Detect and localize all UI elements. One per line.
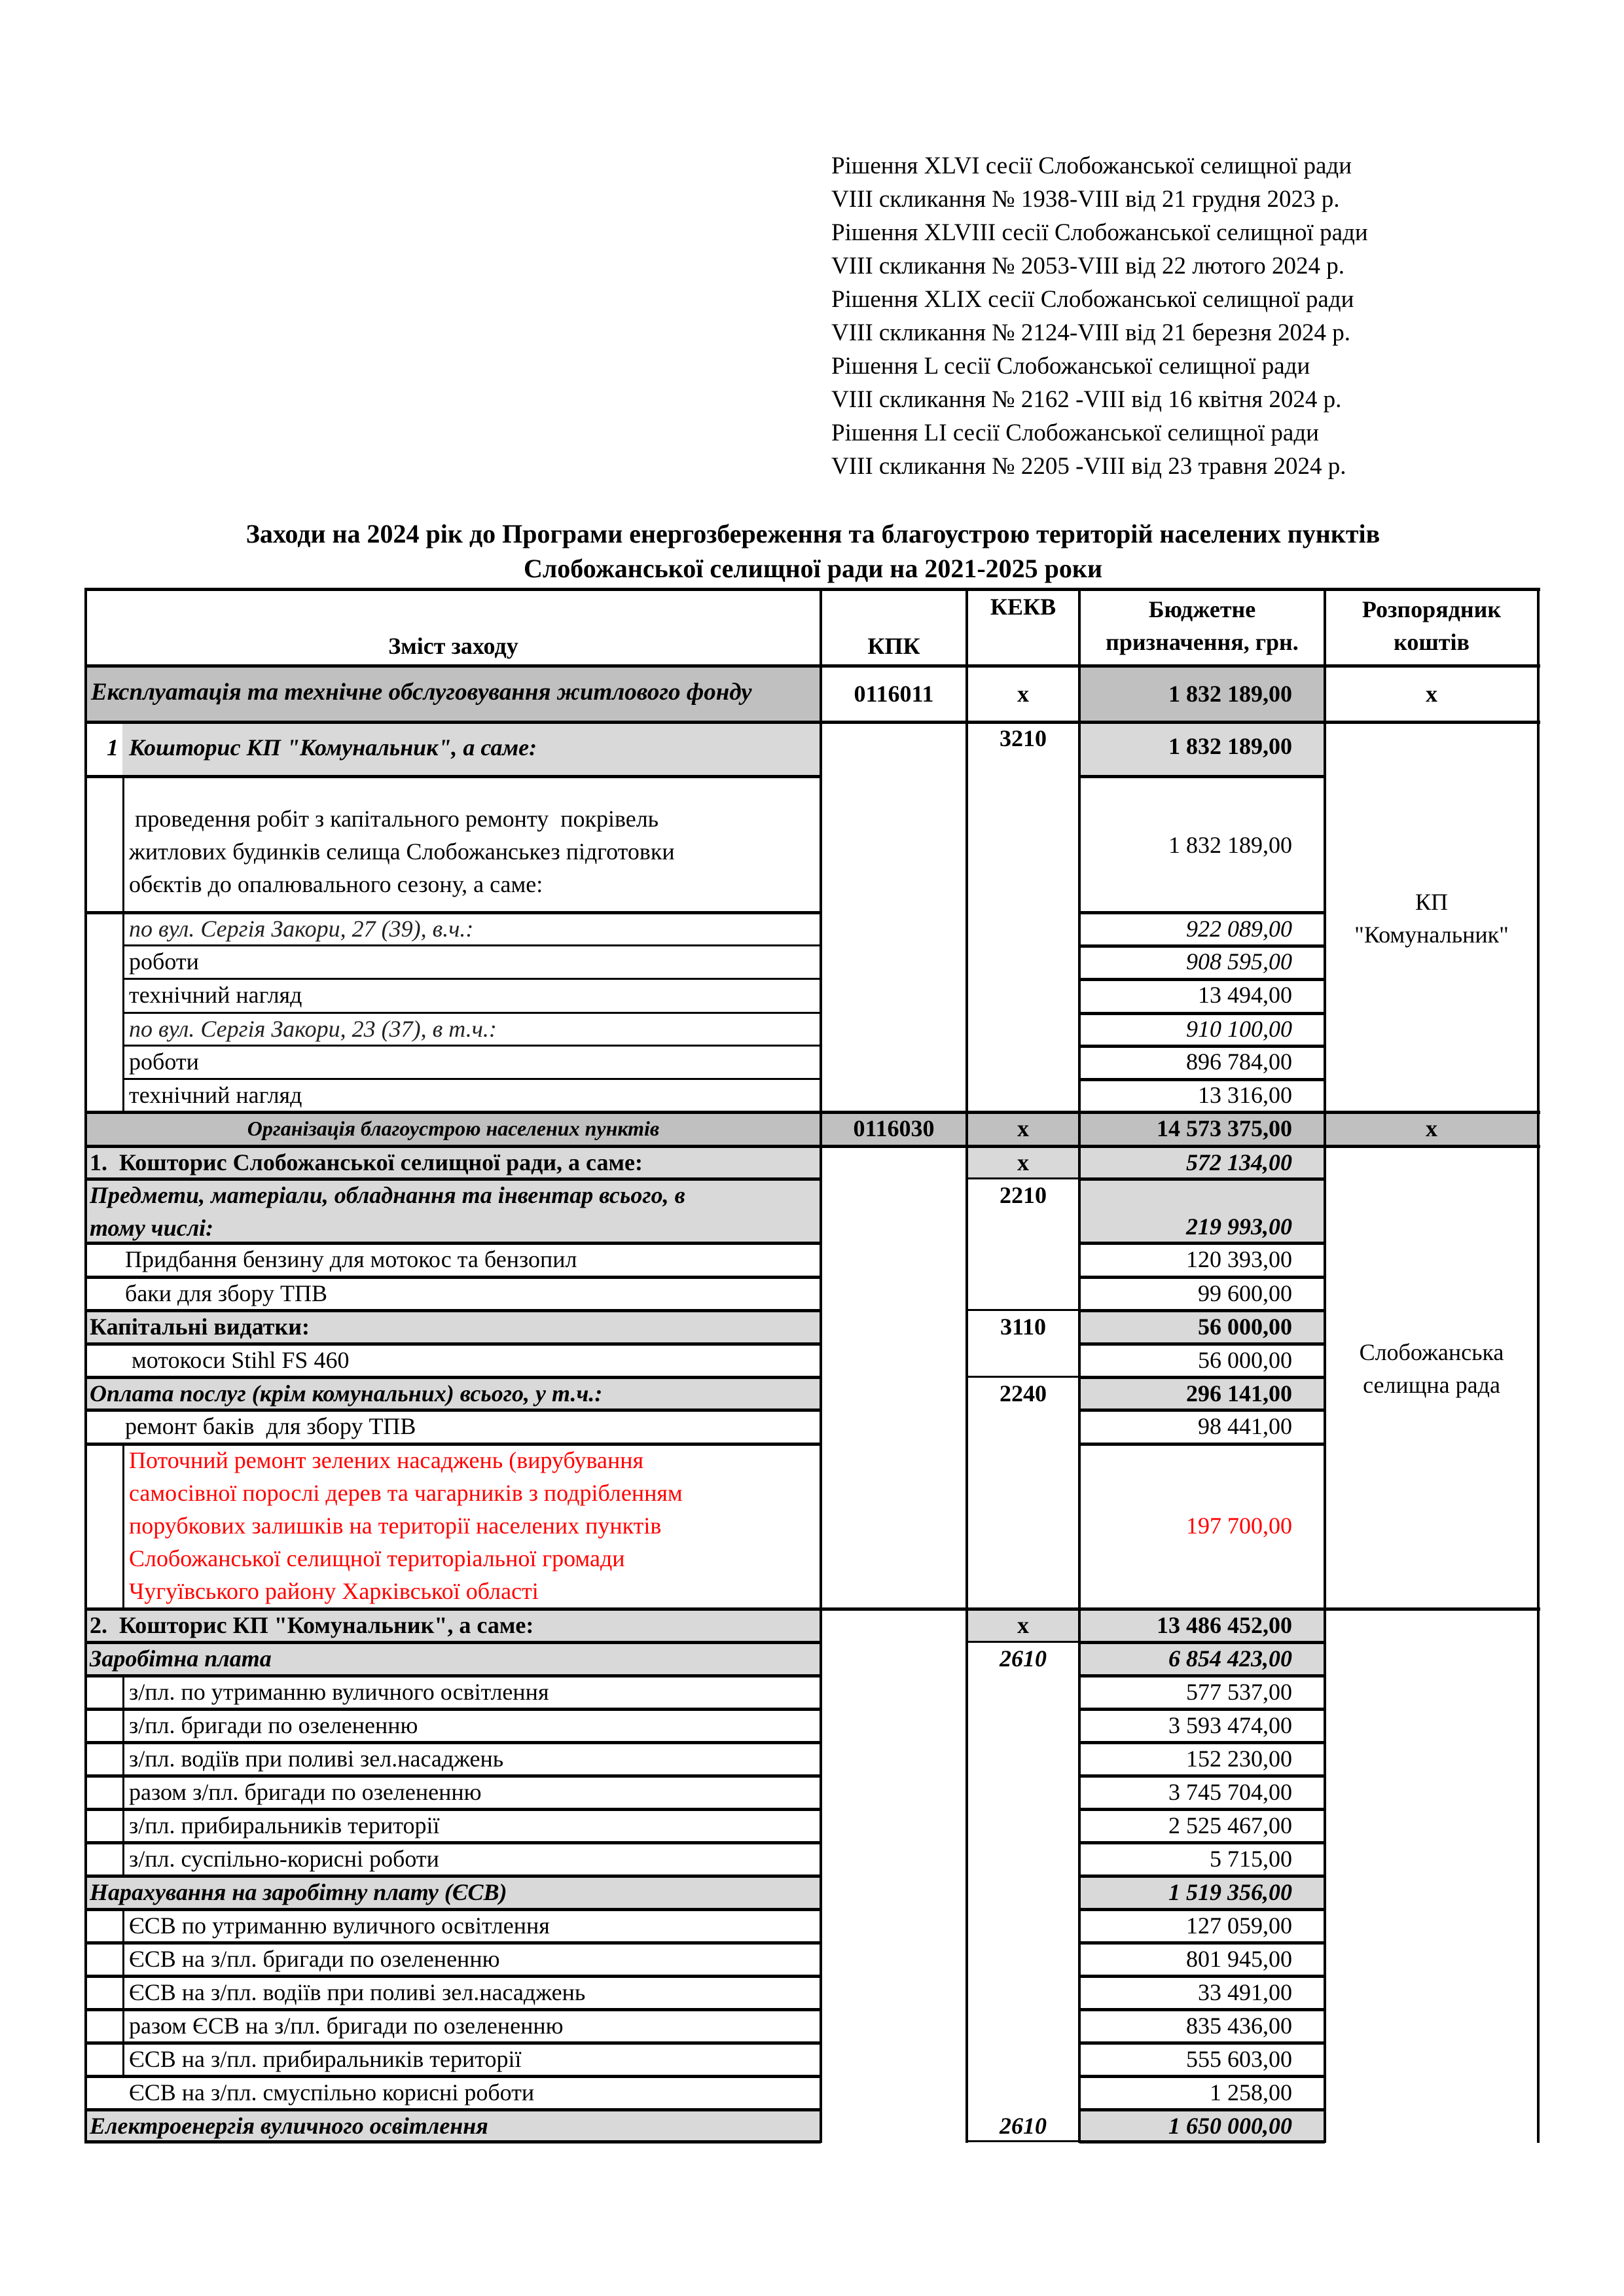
table-border [1079,1841,1325,1844]
green-repair-line: Чугуївського району Харківської області [129,1578,539,1604]
item-amount: 2 525 467,00 [1168,1812,1292,1839]
manager-name-line1: КП [1415,889,1448,915]
table-border [84,1708,821,1711]
table-border [84,1342,821,1346]
section1-label: Експлуатація та технічне обслуговування житлового фонду [86,666,821,722]
decision-line: VIII скликання № 2053-VIII від 22 лютого 2024 р. [831,253,1344,279]
manager-name-line2: "Комунальник" [1354,922,1509,948]
table-border [1079,1012,1325,1015]
materials-kekv: 2210 [1000,1182,1047,1208]
item-label: технічний нагляд [129,1082,302,1108]
estimate-kp-amount: 13 486 452,00 [1079,1609,1325,1642]
item-amount: 555 603,00 [1186,2046,1292,2072]
item-amount: 801 945,00 [1186,1946,1292,1972]
item-label: з/пл. суспільно-корисні роботи [129,1846,439,1872]
section1-kekv: х [1017,681,1029,707]
header-kekv: КЕКВ [990,594,1056,620]
table-border [84,1975,821,1978]
estimate-kp-kekv: х [967,1609,1079,1642]
table-border [84,1808,821,1811]
table-border [84,1276,821,1279]
section1-amount: 1 832 189,00 [1079,666,1325,722]
estimate1-amount: 1 832 189,00 [1079,722,1325,776]
table-border [1079,1045,1325,1048]
table-border [1079,1741,1325,1744]
item-amount: 577 537,00 [1186,1679,1292,1705]
table-border [1079,1276,1325,1279]
section1-manager: х [1426,681,1437,707]
table-border [1079,1641,1325,1644]
section2-manager-name [1325,1146,1538,1609]
table-border [1079,1975,1325,1978]
green-repair-line: Слобожанської селищної територіальної громади [129,1545,625,1571]
item-label: з/пл. прибиральників території [129,1812,440,1839]
item-label: ремонт баків для збору ТПВ [125,1413,416,1439]
page-title-line2: Слобожанської селищної ради на 2021-2025 роки [523,554,1103,583]
item-label: ЄСВ на з/пл. бригади по озелененню [129,1946,500,1972]
estimate-kp-label: 2. Кошторис КП "Комунальник", а саме: [86,1609,821,1642]
services-label: Оплата послуг (крім комунальних) всього, у т.ч.: [86,1377,821,1410]
section2-label: Організація благоустрою населених пунктів [86,1112,821,1146]
table-border [122,1078,821,1080]
item-amount: 1 258,00 [1210,2079,1292,2106]
table-border [1079,2108,1325,2111]
green-repair-amount: 197 700,00 [1186,1513,1292,1539]
decision-line: VIII скликання № 2124-VIII від 21 березня 2024 р. [831,319,1351,346]
table-border [84,1874,821,1878]
table-border [122,1012,821,1014]
table-border [84,1774,821,1778]
table-border [1079,1078,1325,1081]
estimate-council-label: 1. Кошторис Слобожанської селищної ради, а саме: [86,1146,821,1179]
table-border [1537,588,1540,2143]
capital-label: Капітальні видатки: [86,1310,821,1344]
materials-label [86,1179,821,1243]
table-border [1079,1808,1325,1811]
table-border [84,1376,821,1379]
estimate1-kekv: 3210 [1000,725,1047,751]
table-border [84,1674,821,1677]
item-amount: 99 600,00 [1198,1280,1292,1306]
table-border [84,664,1540,668]
materials-amount: 219 993,00 [1079,1179,1325,1243]
table-border [84,588,1540,591]
table-border [967,2140,1079,2142]
electricity-amount: 1 650 000,00 [1079,2109,1325,2142]
header-kpk: КПК [867,633,920,659]
table-border [1079,944,1325,948]
item-label: з/пл. водіїв при поливі зел.насаджень [129,1746,504,1772]
green-repair-line: Поточний ремонт зелених насаджень (вирубування [129,1447,644,1473]
item-amount: 5 715,00 [1210,1846,1292,1872]
table-border [1079,1874,1325,1878]
work-desc-line: проведення робіт з капітального ремонту покрівель [129,806,659,832]
header-manager-line1: Розпорядник [1362,596,1502,622]
table-border [1079,1242,1325,1245]
work-desc-line: житлових будинків селища Слобожанськез підготовки [129,838,675,865]
item-label: ЄСВ на з/пл. прибиральників території [129,2046,522,2072]
manager-name-line1: Слобожанська [1359,1339,1504,1365]
table-border [1079,775,1325,778]
estimate-council-amount: 572 134,00 [1079,1146,1325,1179]
item-label: мотокоси Stihl FS 460 [132,1347,350,1373]
item-amount: 13 494,00 [1198,982,1292,1008]
table-border [84,1607,1540,1611]
esv-amount: 1 519 356,00 [1079,1876,1325,1909]
header-budget-line1: Бюджетне [1148,596,1256,622]
table-border [84,2140,821,2144]
table-border [965,588,968,2143]
item-amount: 98 441,00 [1198,1413,1292,1439]
decision-line: VIII скликання № 1938-VIII від 21 грудня 2023 р. [831,186,1340,213]
table-border [122,944,821,946]
item-label: з/пл. бригади по озелененню [129,1712,418,1738]
estimate1-label: Кошторис КП "Комунальник", а саме: [122,722,821,776]
item-label: роботи [129,948,199,975]
table-border [84,1641,821,1644]
decision-line: VIII скликання № 2205 -VIII від 23 травня 2024 р. [831,453,1346,480]
table-border [967,1376,1079,1378]
table-border [84,911,821,914]
item-amount: 908 595,00 [1186,948,1292,975]
item-amount: 13 316,00 [1198,1082,1292,1108]
item-label: технічний нагляд [129,982,302,1008]
table-border [1079,2008,1325,2011]
header-manager-line2: коштів [1394,629,1470,655]
item-amount: 3 593 474,00 [1168,1712,1292,1738]
table-border [1079,1674,1325,1677]
table-border [967,1641,1079,1643]
item-label: ЄСВ на з/пл. смуспільно корисні роботи [129,2079,535,2106]
table-border [1079,1443,1325,1446]
table-border [84,1841,821,1844]
table-border [1079,2140,1325,2144]
item-amount: 152 230,00 [1186,1746,1292,1772]
table-border [1079,911,1325,914]
table-border [122,978,821,980]
table-border [1079,1342,1325,1346]
decision-references [831,149,1551,483]
item-label: з/пл. по утриманню вуличного освітлення [129,1679,549,1705]
table-border [84,1908,821,1911]
table-border [84,1741,821,1744]
salary-amount: 6 854 423,00 [1079,1642,1325,1676]
decision-line: VIII скликання № 2162 -VIII від 16 квітня 2024 р. [831,386,1342,413]
services-amount: 296 141,00 [1079,1377,1325,1410]
table-border [84,775,821,778]
table-border [967,1309,1079,1311]
table-border [1079,978,1325,981]
item-amount: 896 784,00 [1186,1049,1292,1075]
table-border [967,1177,1079,1179]
item-amount: 120 393,00 [1186,1246,1292,1272]
table-border [84,1177,821,1181]
electricity-label: Електроенергія вуличного освітлення [86,2109,821,2142]
section2-amount: 14 573 375,00 [1079,1112,1325,1146]
table-border [122,1444,124,1609]
table-border [84,1111,1540,1114]
item-amount: 3 745 704,00 [1168,1779,1292,1805]
section1-manager-name [1325,722,1538,1112]
item-label: роботи [129,1049,199,1075]
esv-label: Нарахування на заробітну плату (ЄСВ) [86,1876,821,1909]
green-repair-line: порубкових залишків на території населених пунктів [129,1513,662,1539]
materials-label-line1: Предмети, матеріали, обладнання та інвентар всього, в [90,1182,685,1208]
item-label: Придбання бензину для мотокос та бензопил [125,1246,577,1272]
table-border [84,1242,821,1245]
item-amount: 910 100,00 [1186,1016,1292,1042]
table-border [1079,1309,1325,1312]
table-border [1079,1774,1325,1778]
salary-label: Заробітна плата [86,1642,821,1676]
capital-kekv: 3110 [1000,1314,1046,1340]
section2-manager: х [1325,1112,1538,1146]
table-border [84,2075,821,2078]
work-desc-line: обєктів до опалювального сезону, а саме: [129,871,543,897]
item-label: разом з/пл. бригади по озелененню [129,1779,482,1805]
table-border [122,1045,821,1047]
table-border [84,721,1540,724]
work-description [125,776,821,912]
materials-label-line2: тому числі: [90,1215,214,1241]
table-border [84,1408,821,1412]
table-border [84,1443,821,1446]
item-label: по вул. Сергія Закори, 27 (39), в.ч.: [129,916,474,942]
table-border [84,2041,821,2045]
work-description-amount: 1 832 189,00 [1168,832,1292,858]
table-border [1079,2041,1325,2045]
services-kekv: 2240 [1000,1380,1047,1407]
section2-kekv: х [967,1112,1079,1146]
decision-line: Рішення L сесії Слобожанської селищної ради [831,353,1310,380]
table-border [84,1145,1540,1148]
item-label: баки для збору ТПВ [125,1280,327,1306]
item-amount: 127 059,00 [1186,1912,1292,1939]
section2-kpk: 0116030 [821,1112,967,1146]
section1-kpk: 0116011 [854,681,934,707]
table-border [84,2008,821,2011]
header-budget [1079,589,1325,666]
table-border [84,2108,821,2111]
item-amount: 835 436,00 [1186,2013,1292,2039]
table-border [1079,1908,1325,1911]
table-border [1079,1708,1325,1711]
decision-line: Рішення XLIX сесії Слобожанської селищної ради [831,286,1354,313]
table-border [1079,2075,1325,2078]
item-label: ЄСВ на з/пл. водіїв при поливі зел.насаджень [129,1979,586,2005]
item-amount: 33 491,00 [1198,1979,1292,2005]
table-border [1079,1941,1325,1945]
salary-kekv: 2610 [1000,1645,1047,1672]
page-title: Заходи на 2024 рік до Програми енергозбереження та благоустрою територій населених пунктів [245,519,1380,548]
decision-line: Рішення XLVIII сесії Слобожанської селищної ради [831,219,1368,246]
item-label: разом ЄСВ на з/пл. бригади по озелененню [129,2013,564,2039]
decision-line: Рішення LI сесії Слобожанської селищної ради [831,420,1319,446]
estimate-council-kekv: х [967,1146,1079,1179]
item-amount: 922 089,00 [1186,916,1292,942]
item-label: по вул. Сергія Закори, 23 (37), в т.ч.: [129,1016,497,1042]
item-amount: 56 000,00 [1198,1347,1292,1373]
table-border [1079,1408,1325,1412]
electricity-kekv: 2610 [1000,2113,1047,2139]
capital-amount: 56 000,00 [1079,1310,1325,1344]
green-repair-description [125,1444,821,1609]
estimate1-number: 1 [107,734,118,761]
table-border [84,1309,821,1312]
manager-name-line2: селищна рада [1363,1372,1500,1398]
header-content: Зміст заходу [388,633,518,659]
header-budget-line2: призначення, грн. [1106,629,1299,655]
table-border [1079,1376,1325,1379]
table-border [122,1909,124,2076]
decision-line: Рішення XLVI сесії Слобожанської селищної ради [831,152,1352,179]
table-border [84,1941,821,1945]
header-manager [1325,589,1538,666]
table-border [1079,1177,1325,1181]
item-label: ЄСВ по утриманню вуличного освітлення [129,1912,550,1939]
green-repair-line: самосівної порослі дерев та чагарників з подрібленням [129,1480,683,1506]
